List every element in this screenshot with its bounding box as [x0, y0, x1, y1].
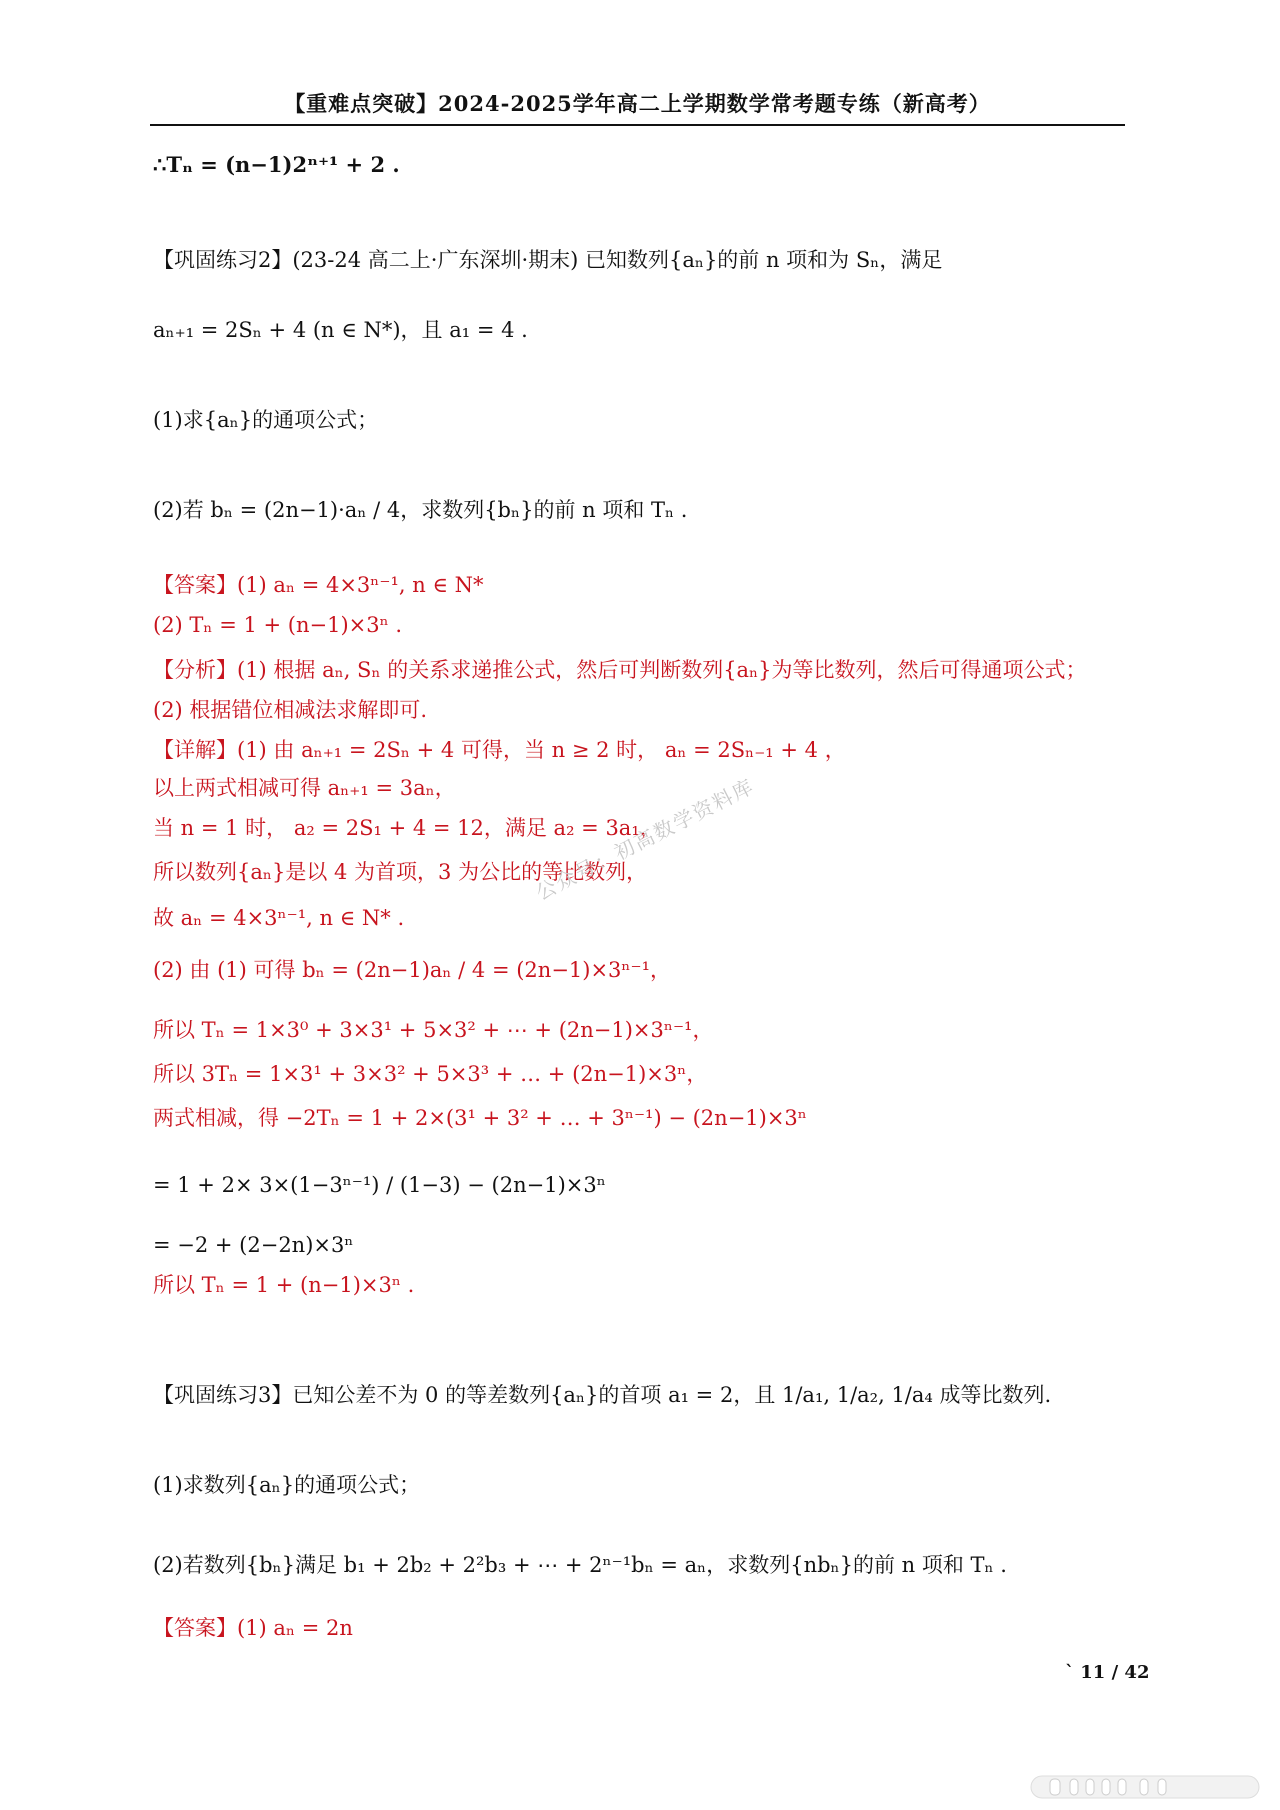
- line-22: 【巩固练习3】已知公差不为 0 的等差数列{aₙ}的首项 a₁ = 2，且 1/a₁, 1/a₂, 1/a₄ 成等比数列.: [153, 1383, 1052, 1407]
- line-7: (2) Tₙ = 1 + (n−1)×3ⁿ .: [153, 613, 403, 637]
- line-12: 当 n = 1 时， a₂ = 2S₁ + 4 = 12，满足 a₂ = 3a₁，: [153, 816, 661, 840]
- line-14: 故 aₙ = 4×3ⁿ⁻¹, n ∈ N* .: [153, 906, 405, 930]
- line-21: 所以 Tₙ = 1 + (n−1)×3ⁿ .: [153, 1273, 415, 1297]
- line-4: (1)求{aₙ}的通项公式；: [153, 408, 379, 432]
- line-9: (2) 根据错位相减法求解即可.: [153, 698, 428, 722]
- line-2: 【巩固练习2】(23-24 高二上·广东深圳·期末) 已知数列{aₙ}的前 n 项和为 Sₙ，满足: [153, 248, 943, 272]
- line-24: (2)若数列{bₙ}满足 b₁ + 2b₂ + 2²b₃ + ⋯ + 2ⁿ⁻¹bₙ = aₙ，求数列{nbₙ}的前 n 项和 Tₙ .: [153, 1553, 1007, 1577]
- line-13: 所以数列{aₙ}是以 4 为首项，3 为公比的等比数列，: [153, 860, 648, 884]
- line-18: 两式相减，得 −2Tₙ = 1 + 2×(3¹ + 3² + … + 3ⁿ⁻¹) − (2n−1)×3ⁿ: [153, 1106, 807, 1130]
- line-5: (2)若 bₙ = (2n−1)·aₙ / 4，求数列{bₙ}的前 n 项和 Tₙ .: [153, 498, 688, 522]
- line-3: aₙ₊₁ = 2Sₙ + 4 (n ∈ N*)，且 a₁ = 4 .: [153, 318, 528, 342]
- line-11: 以上两式相减可得 aₙ₊₁ = 3aₙ，: [153, 776, 456, 800]
- page-number: ` 11 / 42: [1065, 1662, 1150, 1683]
- line-10: 【详解】(1) 由 aₙ₊₁ = 2Sₙ + 4 可得，当 n ≥ 2 时， aₙ = 2Sₙ₋₁ + 4 ，: [153, 738, 846, 762]
- watermark-text: 公众号：初高数学资料库: [531, 773, 759, 905]
- line-15: (2) 由 (1) 可得 bₙ = (2n−1)aₙ / 4 = (2n−1)×3ⁿ⁻¹，: [153, 958, 672, 982]
- header-divider: [150, 124, 1125, 126]
- line-16: 所以 Tₙ = 1×3⁰ + 3×3¹ + 5×3² + ⋯ + (2n−1)×3ⁿ⁻¹，: [153, 1018, 714, 1042]
- line-1: ∴Tₙ = (n−1)2ⁿ⁺¹ + 2 .: [153, 152, 400, 177]
- page-header-title: 【重难点突破】2024-2025学年高二上学期数学常考题专练（新高考）: [284, 91, 991, 116]
- line-8: 【分析】(1) 根据 aₙ, Sₙ 的关系求递推公式，然后可判断数列{aₙ}为等比数列，然后可得通项公式；: [153, 658, 1087, 682]
- line-6: 【答案】(1) aₙ = 4×3ⁿ⁻¹, n ∈ N*: [153, 573, 484, 597]
- watermark-logo-icon: [1030, 1770, 1260, 1802]
- line-25: 【答案】(1) aₙ = 2n: [153, 1616, 353, 1640]
- line-19: = 1 + 2× 3×(1−3ⁿ⁻¹) / (1−3) − (2n−1)×3ⁿ: [153, 1173, 606, 1197]
- line-20: = −2 + (2−2n)×3ⁿ: [153, 1233, 354, 1257]
- line-17: 所以 3Tₙ = 1×3¹ + 3×3² + 5×3³ + … + (2n−1)×3ⁿ，: [153, 1062, 708, 1086]
- line-23: (1)求数列{aₙ}的通项公式；: [153, 1473, 421, 1497]
